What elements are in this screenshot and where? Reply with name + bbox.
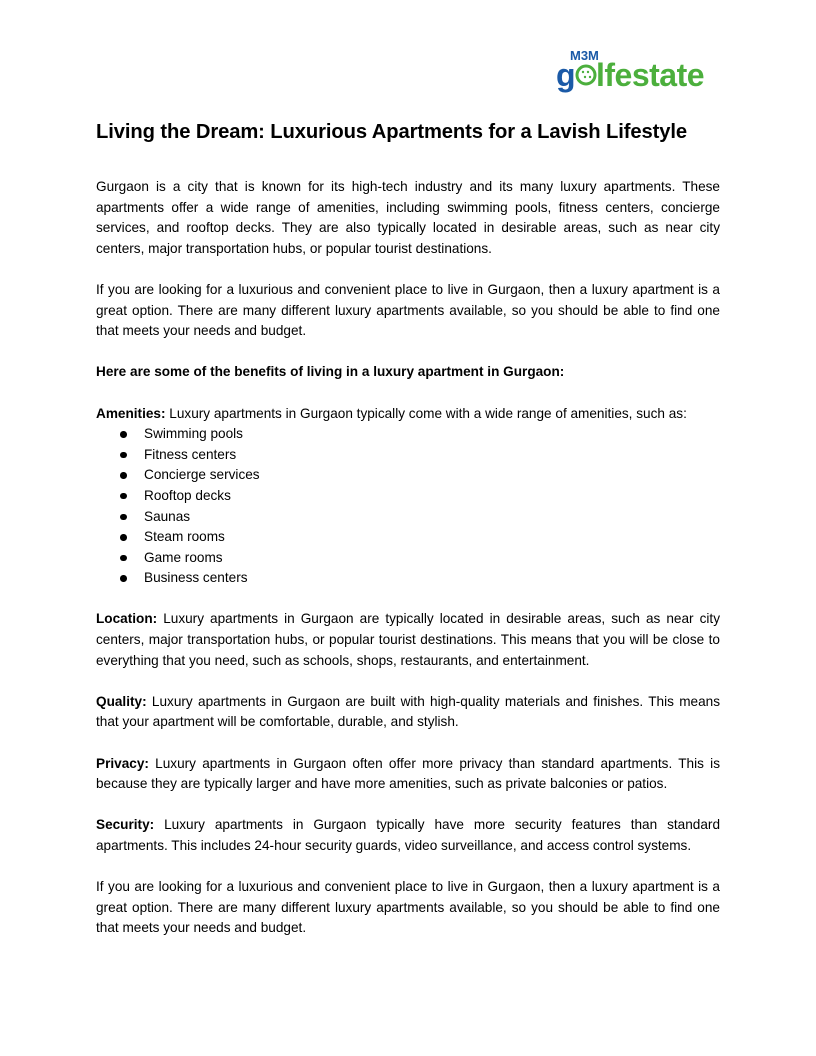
benefits-heading-text: Here are some of the benefits of living in a luxury apartment in Gurgaon: [96, 364, 565, 380]
closing-paragraph: If you are looking for a luxurious and convenient place to live in Gurgaon, then a luxury apartment is a great option. There are many different luxury apartments available, so you should be able to find one that meets your needs and budget. [96, 879, 720, 936]
quality-label: Quality: [96, 693, 147, 709]
logo-top-text: M3M [570, 48, 599, 63]
intro-paragraph: Gurgaon is a city that is known for its high-tech industry and its many luxury apartments. These apartments offer a wide range of amenities, including swimming pools, fitness centers, concierge services, and rooftop decks. They are also typically located in desirable areas, such as near city centers, major transportation hubs, or popular tourist destinations. [96, 179, 720, 256]
logo-rest-text: lfestate [596, 57, 705, 93]
golf-estate-logo [556, 46, 720, 100]
list-item [96, 465, 720, 486]
privacy-label: Privacy: [96, 755, 149, 771]
second-paragraph: If you are looking for a luxurious and convenient place to live in Gurgaon, then a luxury apartment is a great option. There are many different luxury apartments available, so you should be able to find one that meets your needs and budget. [96, 281, 720, 339]
amenities-label: Amenities: [96, 405, 166, 421]
amenity-label: Concierge services [144, 467, 260, 483]
bullet-icon [120, 431, 127, 438]
bullet-icon [120, 493, 127, 500]
amenity-label: Fitness centers [144, 446, 237, 462]
bullet-icon [120, 534, 127, 541]
golf-ball-icon [577, 66, 595, 84]
bullet-icon [120, 575, 127, 582]
page-title: Living the Dream: Luxurious Apartments for a Lavish Lifestyle [96, 121, 688, 143]
list-item [96, 568, 720, 589]
logo-g-letter: g [556, 57, 576, 93]
list-item [96, 548, 720, 569]
amenities-paragraph [96, 404, 720, 425]
location-paragraph [96, 609, 720, 671]
list-item [96, 486, 720, 507]
list-item [96, 507, 720, 528]
quality-text: Luxury apartments in Gurgaon are built with high-quality materials and finishes. This means that your apartment will be comfortable, durable, and stylish. [96, 693, 720, 730]
brand-logo [556, 46, 720, 100]
list-item [96, 424, 720, 445]
document-body [96, 118, 720, 960]
amenity-label: Saunas [144, 508, 191, 524]
list-item [96, 527, 720, 548]
benefits-heading [96, 362, 720, 383]
list-item [96, 445, 720, 466]
amenities-list [96, 424, 720, 589]
security-label: Security: [96, 817, 155, 833]
location-text: Luxury apartments in Gurgaon are typically located in desirable areas, such as near city centers, major transportation hubs, or popular tourist destinations. This means that you will be close to everything that you need, such as schools, shops, restaurants, and entertainment. [96, 611, 720, 668]
bullet-icon [120, 514, 127, 521]
location-label: Location: [96, 611, 158, 627]
bullet-icon [120, 452, 127, 459]
amenity-label: Steam rooms [144, 529, 225, 545]
security-text: Luxury apartments in Gurgaon typically have more security features than standard apartments. This includes 24-hour security guards, video surveillance, and access control systems. [96, 817, 720, 853]
quality-paragraph [96, 692, 720, 733]
amenity-label: Game rooms [144, 549, 223, 565]
privacy-paragraph [96, 754, 720, 795]
amenities-text: Luxury apartments in Gurgaon typically come with a wide range of amenities, such as: [165, 405, 687, 421]
amenity-label: Business centers [144, 570, 248, 586]
security-paragraph [96, 815, 720, 856]
amenity-label: Swimming pools [144, 426, 243, 442]
privacy-text: Luxury apartments in Gurgaon often offer more privacy than standard apartments. This is because they are typically larger and have more amenities, such as private balconies or patios. [96, 755, 720, 792]
bullet-icon [120, 472, 127, 479]
bullet-icon [120, 555, 127, 562]
amenity-label: Rooftop decks [144, 487, 231, 503]
